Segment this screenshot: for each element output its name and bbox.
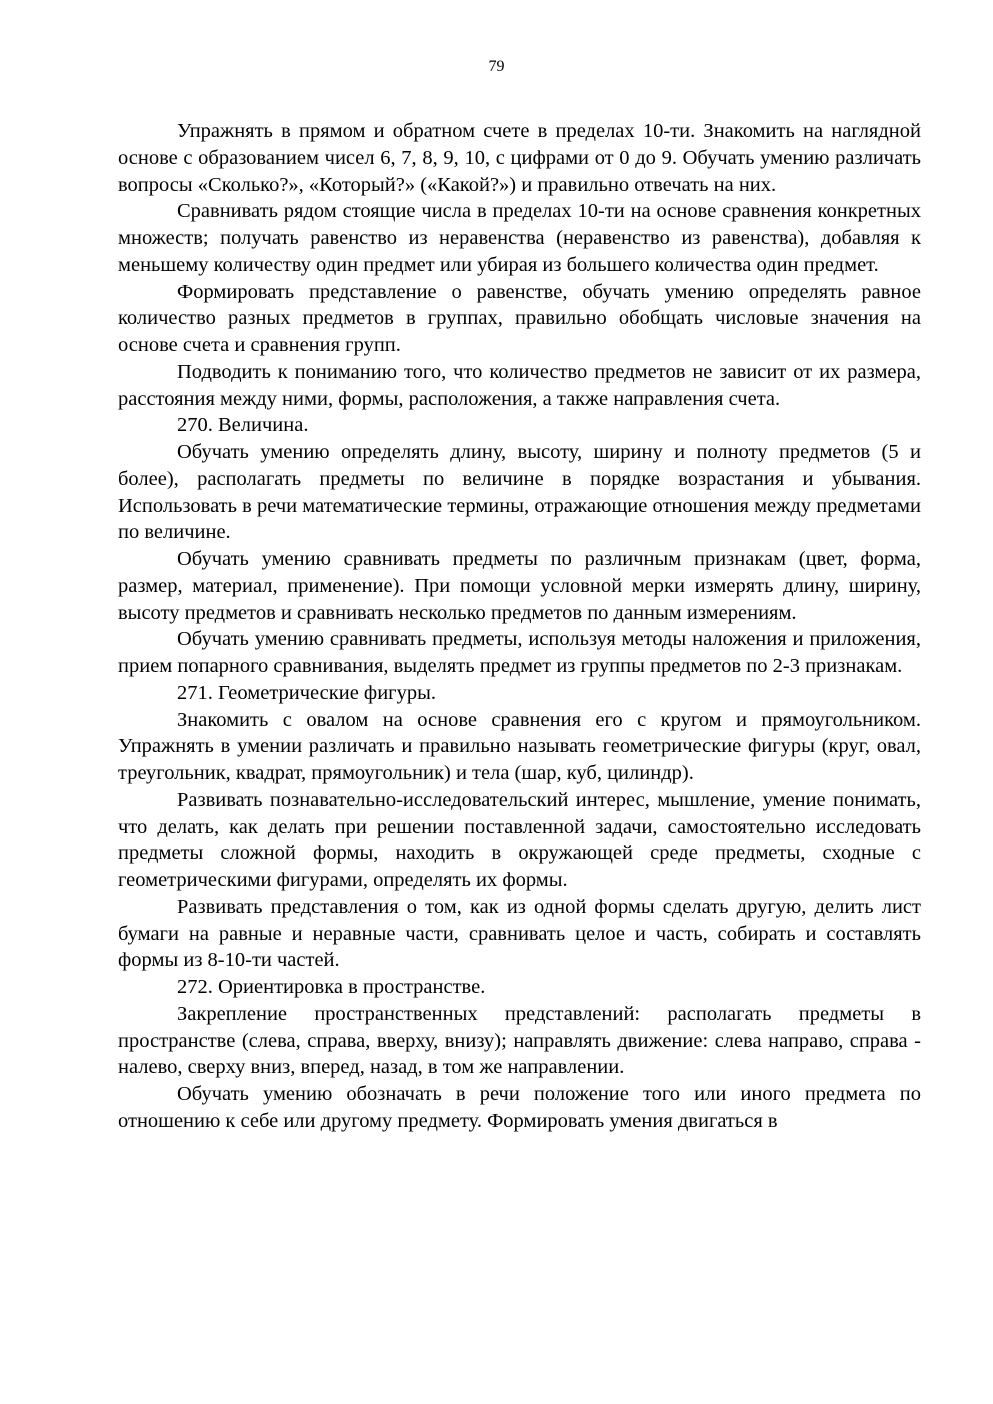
- paragraph: Формировать представление о равенстве, обучать умению определять равное количество разных предметов в группах, правильно обобщать числовые значения на основе счета и сравнения групп.: [118, 280, 921, 356]
- paragraph: Знакомить с овалом на основе сравнения его с кругом и прямоугольником. Упражнять в умении различать и правильно называть геометрические фигуры (круг, овал, треугольник, квадрат, прямоугольник) и тела (шар, куб, цилиндр).: [118, 708, 921, 784]
- paragraph: Развивать представления о том, как из одной формы сделать другую, делить лист бумаги на равные и неравные части, сравнивать целое и часть, собирать и составлять формы из 8-10-ти частей.: [118, 895, 921, 972]
- section-heading: 270. Величина.: [177, 414, 309, 437]
- paragraph: Обучать умению сравнивать предметы по различным признакам (цвет, форма, размер, материал, применение). При помощи условной мерки измерять длину, ширину, высоту предметов и сравнивать несколько предметов по данным измерениям.: [118, 548, 921, 624]
- paragraph: Подводить к пониманию того, что количество предметов не зависит от их размера, расстояния между ними, формы, расположения, а также направления счета.: [118, 360, 921, 410]
- page-number: 79: [488, 58, 505, 75]
- section-heading: 271. Геометрические фигуры.: [177, 681, 436, 704]
- section-heading: 272. Ориентировка в пространстве.: [177, 976, 486, 998]
- paragraph: Развивать познавательно-исследовательский интерес, мышление, умение понимать, что делать, как делать при решении поставленной задачи, самостоятельно исследовать предметы сложной формы, находить в окружающей среде предметы, сходные с геометрическими фигурами, определять их формы.: [118, 788, 921, 891]
- paragraph: Обучать умению определять длину, высоту, ширину и полноту предметов (5 и более), располагать предметы по величине в порядке возрастания и убывания. Использовать в речи математические термины, отражающие отношения между предметами по величине.: [118, 441, 921, 544]
- paragraph: Обучать умению обозначать в речи положение того или иного предмета по отношению к себе или другому предмету. Формировать умения двигаться в: [118, 1083, 921, 1132]
- paragraph: Закрепление пространственных представлений: располагать предметы в пространстве (слева, справа, вверху, внизу); направлять движение: слева направо, справа - налево, сверху вниз, вперед, назад, в том же направлении.: [118, 1002, 921, 1079]
- paragraph: Сравнивать рядом стоящие числа в пределах 10-ти на основе сравнения конкретных множеств; получать равенство из неравенства (неравенство из равенства), добавляя к меньшему количеству один предмет или убирая из большего количества один предмет.: [118, 200, 921, 276]
- paragraph: Упражнять в прямом и обратном счете в пределах 10-ти. Знакомить на наглядной основе с образованием чисел 6, 7, 8, 9, 10, с цифрами от 0 до 9. Обучать умению различать вопросы «Сколько?», «Который?» («Какой?») и правильно отвечать на них.: [118, 120, 921, 196]
- paragraph: Обучать умению сравнивать предметы, используя методы наложения и приложения, прием попарного сравнивания, выделять предмет из группы предметов по 2-3 признакам.: [118, 628, 921, 677]
- document-body: [118, 118, 921, 1135]
